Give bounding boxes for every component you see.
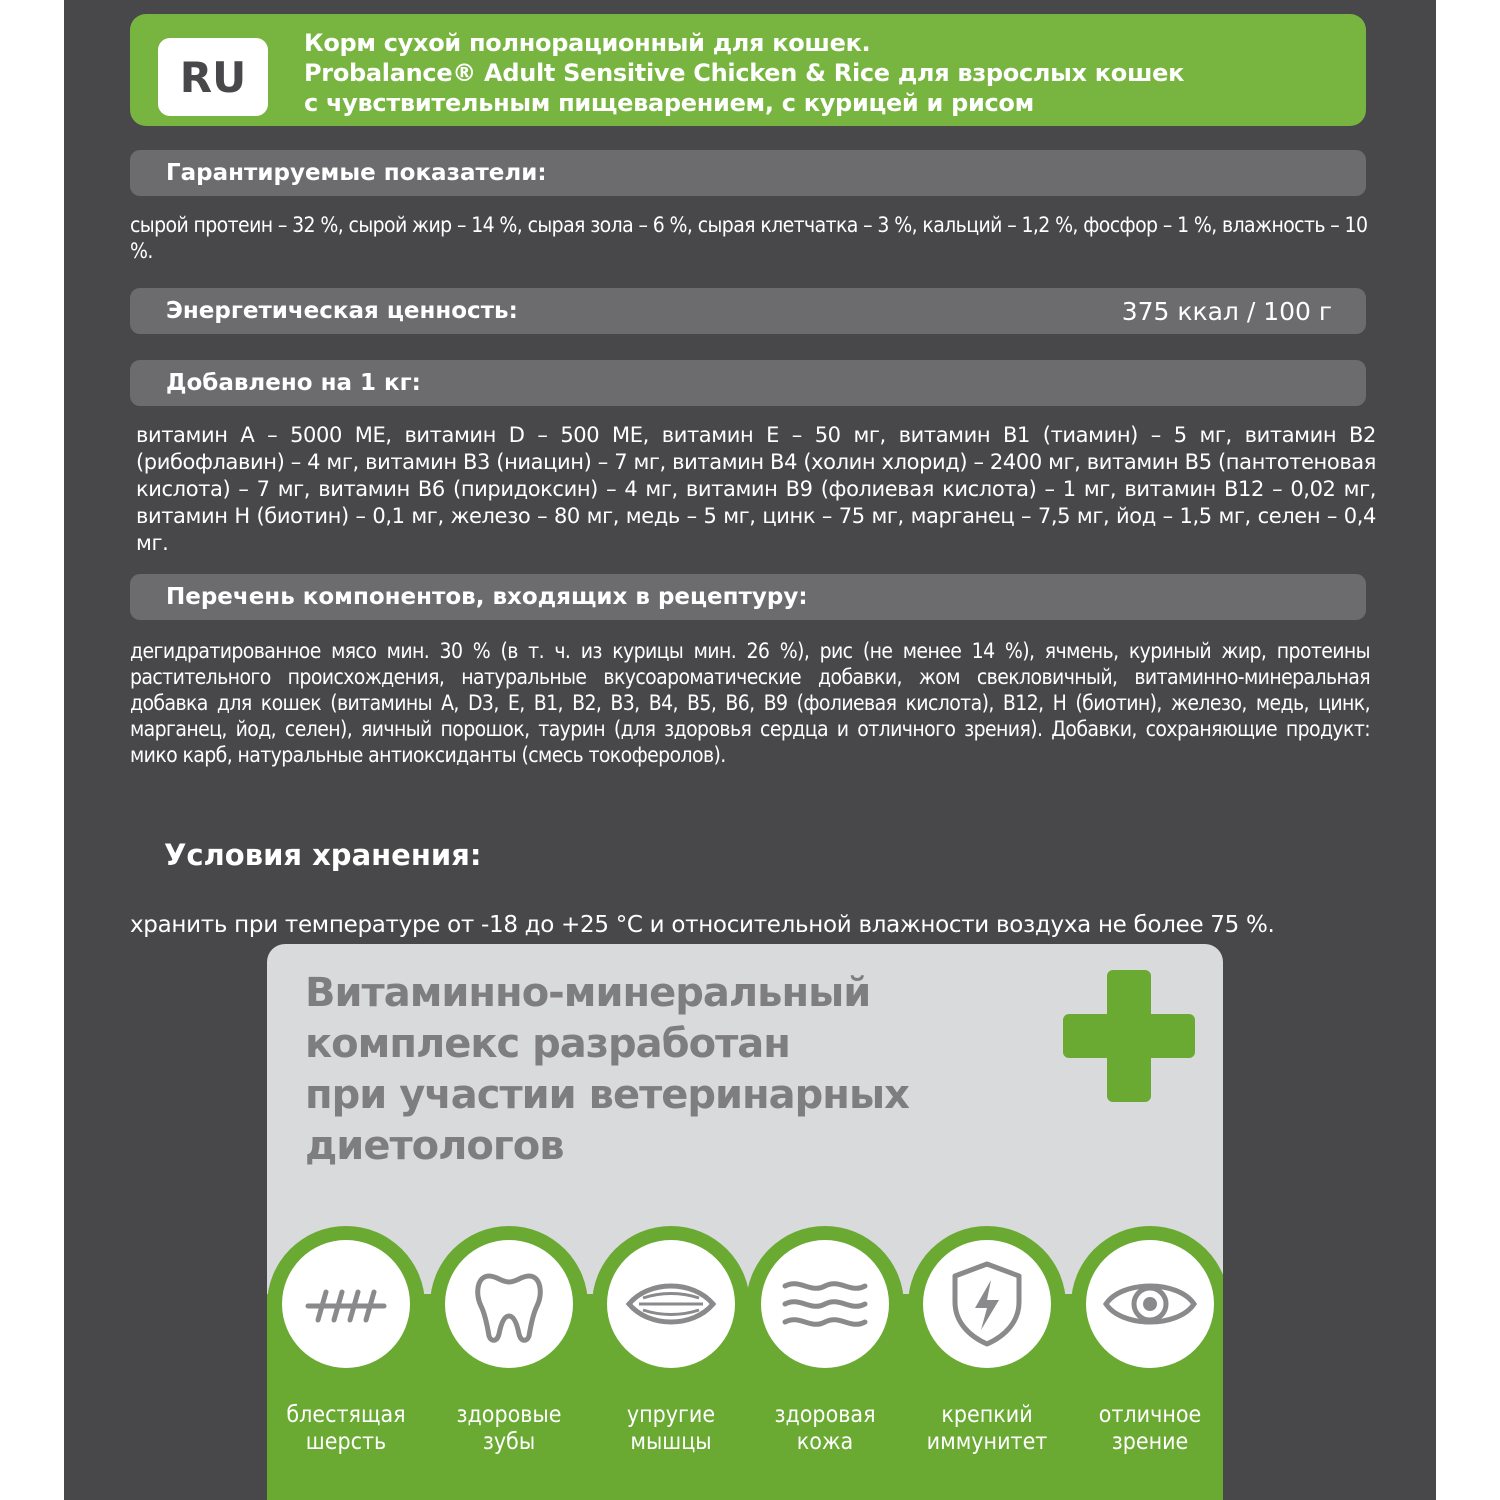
product-title-line-1: Корм сухой полнорационный для кошек. (304, 29, 871, 57)
storage-text: хранить при температуре от -18 до +25 °С и относительной влажности воздуха не более 75 %. (130, 912, 1275, 938)
label-panel (64, 0, 1436, 1500)
plus-icon (1063, 970, 1195, 1102)
vet-complex-card (267, 944, 1223, 1500)
benefit-label: блестящая шерсть (286, 1402, 406, 1455)
storage-title: Условия хранения: (164, 838, 482, 872)
added-text: витамин А – 5000 МЕ, витамин D – 500 МЕ, витамин Е – 50 мг, витамин В1 (тиамин) – 5 мг, витамин В2 (рибофлавин) – 4 мг, витамин В3 (ниацин) – 7 мг, витамин В4 (холин хлорид) – 2400 мг, витамин В5 (пантотеновая кислота) – 7 мг, витамин В6 (пиридоксин) – 4 мг, витамин В9 (фолиевая кислота) – 1 мг, витамин В12 – 0,02 мг, витамин Н (биотин) – 0,1 мг, железо – 80 мг, медь – 5 мг, цинк – 75 мг, марганец – 7,5 мг, йод – 1,5 мг, селен – 0,4 мг. (136, 423, 1376, 555)
energy-heading (130, 288, 1366, 334)
benefit-label: упругие мышцы (626, 1402, 716, 1455)
guaranteed-text: сырой протеин – 32 %, сырой жир – 14 %, сырая зола – 6 %, сырая клетчатка – 3 %, кальций – 1,2 %, фосфор – 1 %, влажность – 10 %. (130, 213, 1368, 263)
vet-complex-line-3: при участии ветеринарных (305, 1072, 909, 1118)
energy-title: Энергетическая ценность: (166, 298, 518, 324)
vet-complex-line-1: Витаминно-минеральный (305, 970, 871, 1016)
eye-icon (1086, 1240, 1214, 1368)
tooth-icon (445, 1240, 573, 1368)
product-title (304, 28, 1354, 118)
product-title-line-3: с чувствительным пищеварением, с курицей и рисом (304, 89, 1034, 117)
components-text: дегидратированное мясо мин. 30 % (в т. ч. из курицы мин. 26 %), рис (не менее 14 %), ячмень, куриный жир, протеины растительного происхождения, натуральные вкусоароматические добавки, жом свекловичный, витаминно-минеральная добавка для кошек (витамины А, D3, Е, В1, В2, В3, В4, В5, В6, В9 (фолиевая кислота), В12, Н (биотин), железо, медь, цинк, марганец, йод, селен), яичный порошок, таурин (для здоровья сердца и отличного зрения). Добавки, сохраняющие продукт: мико карб, натуральные антиоксиданты (смесь токоферолов). (130, 639, 1370, 767)
benefit-label: отличное зрение (1098, 1402, 1202, 1455)
language-badge: RU (158, 38, 268, 116)
vet-complex-line-4: диетологов (305, 1123, 564, 1169)
fur-icon (282, 1240, 410, 1368)
vet-complex-line-2: комплекс разработан (305, 1021, 790, 1067)
skin-icon (761, 1240, 889, 1368)
muscle-icon (607, 1240, 735, 1368)
product-title-line-2: Probalance® Adult Sensitive Chicken & Rice для взрослых кошек (304, 59, 1185, 87)
components-heading (130, 574, 1366, 620)
guaranteed-heading (130, 150, 1366, 196)
energy-value: 375 ккал / 100 г (1121, 296, 1332, 326)
vet-complex-text (305, 968, 945, 1172)
added-heading (130, 360, 1366, 406)
components-title: Перечень компонентов, входящих в рецептуру: (166, 584, 808, 610)
guaranteed-title: Гарантируемые показатели: (166, 160, 547, 186)
benefit-label: здоровая кожа (774, 1402, 876, 1455)
benefit-label: здоровые зубы (456, 1402, 562, 1455)
added-title: Добавлено на 1 кг: (166, 370, 421, 396)
shield-icon (923, 1240, 1051, 1368)
header-banner (130, 14, 1366, 126)
benefit-label: крепкий иммунитет (926, 1402, 1048, 1455)
